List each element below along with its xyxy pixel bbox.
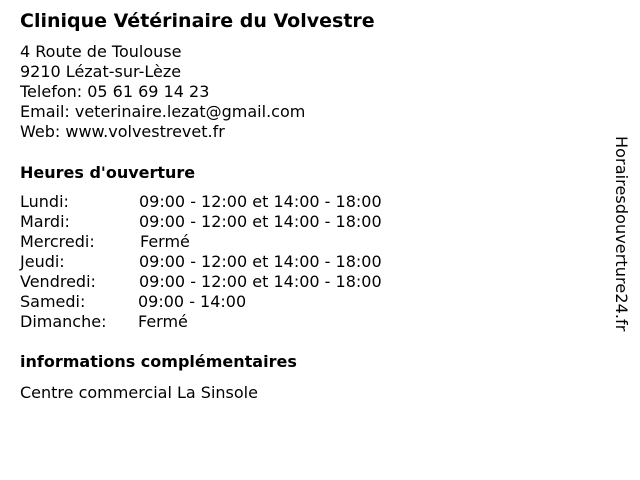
opening-hours-table [20, 192, 600, 332]
address-line-2: 9210 Lézat-sur-Lèze [20, 62, 182, 81]
address-line-1: 4 Route de Toulouse [20, 42, 182, 61]
opening-hours-heading: Heures d'ouverture [20, 163, 196, 182]
clinic-card [20, 8, 600, 403]
email-address: Email: veterinaire.lezat@gmail.com [20, 102, 306, 121]
hours-row-sunday [20, 312, 600, 332]
hours-row-wednesday [20, 232, 600, 252]
hours-row-monday [20, 192, 600, 212]
hours-row-tuesday [20, 212, 600, 232]
time-value: 09:00 - 12:00 et 14:00 - 18:00 [139, 272, 382, 291]
day-label: Dimanche: [20, 312, 107, 331]
additional-info-heading: informations complémentaires [20, 352, 297, 371]
additional-info-text: Centre commercial La Sinsole [20, 383, 258, 402]
time-value: 09:00 - 14:00 [138, 292, 247, 311]
website: Web: www.volvestrevet.fr [20, 122, 225, 141]
clinic-name: Clinique Vétérinaire du Volvestre [20, 10, 375, 32]
time-value: 09:00 - 12:00 et 14:00 - 18:00 [139, 252, 382, 271]
day-label: Mercredi: [20, 232, 95, 251]
day-label: Vendredi: [20, 272, 96, 291]
day-label: Jeudi: [20, 252, 65, 271]
time-value: 09:00 - 12:00 et 14:00 - 18:00 [139, 212, 382, 231]
hours-row-friday [20, 272, 600, 292]
hours-row-thursday [20, 252, 600, 272]
day-label: Samedi: [20, 292, 86, 311]
hours-row-saturday [20, 292, 600, 312]
day-label: Lundi: [20, 192, 69, 211]
phone-number: Telefon: 05 61 69 14 23 [20, 82, 210, 101]
time-value: Fermé [138, 312, 188, 331]
time-value: 09:00 - 12:00 et 14:00 - 18:00 [139, 192, 382, 211]
time-value: Fermé [140, 232, 190, 251]
watermark-text: Horairesdouverture24.fr [612, 136, 631, 332]
day-label: Mardi: [20, 212, 70, 231]
